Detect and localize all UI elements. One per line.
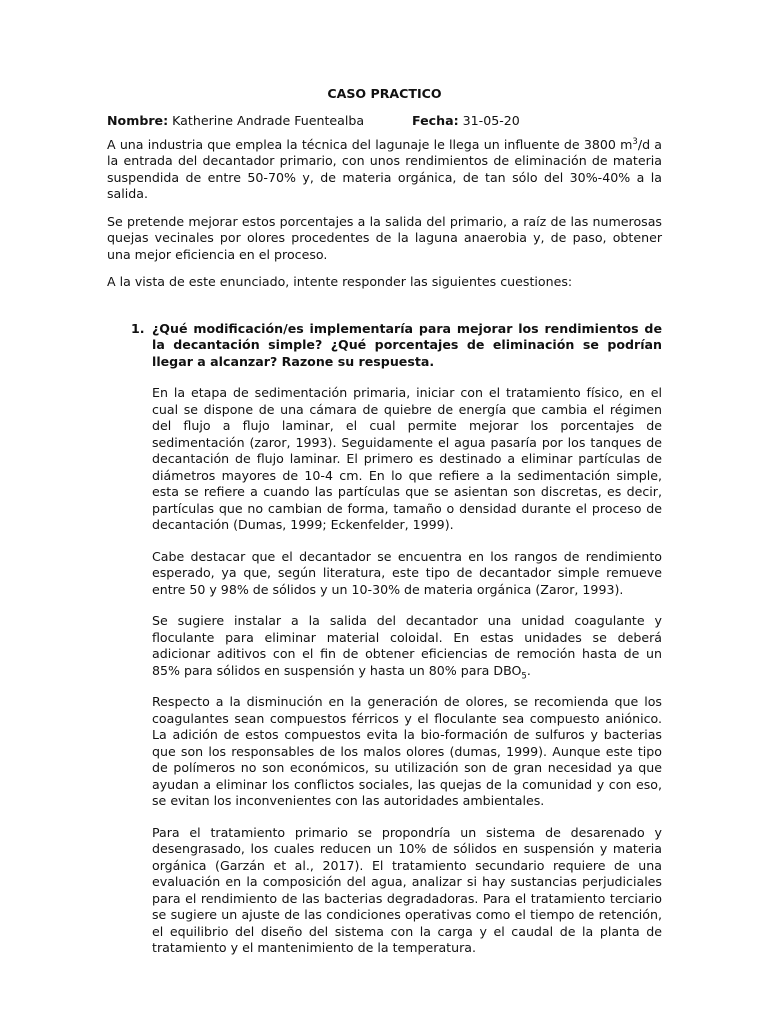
intro-paragraph-2: Se pretende mejorar estos porcentajes a la salida del primario, a raíz de las numerosas quejas vecinales por olores procedentes de la laguna anaerobia y, de paso, obtener una mejor eficiencia en el proceso. (107, 213, 662, 262)
intro-p1-start: A una industria que emplea la técnica del lagunaje le llega un influente de 3800 m (107, 136, 633, 152)
question-1 (107, 321, 662, 957)
answer-body (152, 385, 662, 957)
intro-paragraph-3: A la vista de este enunciado, intente responder las siguientes cuestiones: (107, 274, 573, 289)
dbo-subscript: 5 (521, 671, 527, 682)
date-value: 31-05-20 (462, 112, 520, 128)
date-label: Fecha: (412, 112, 459, 128)
answer-paragraph-4: Respecto a la disminución en la generación de olores, se recomienda que los coagulantes sean compuestos férricos y el floculante sea compuesto aniónico. La adición de estos compuestos evita la bio-formación de sulfuros y bacterias que son los responsables de los malos olores (dumas, 1999). Aunque este tipo de polímeros no son económicos, su utilización son de gran necesidad ya que ayudan a eliminar los conflictos sociales, las quejas de la comunidad y con eso, se evitan los inconvenientes con las autoridades ambientales. (152, 694, 662, 808)
answer-paragraph-1: En la etapa de sedimentación primaria, iniciar con el tratamiento físico, en el cual se dispone de una cámara de quiebre de energía que cambia el régimen del flujo a flujo laminar, el cual permite mejorar los porcentajes de sedimentación (zaror, 1993). Seguidamente el agua pasaría por los tanques de decantación de flujo laminar. El primero es destinado a eliminar partículas de diámetros mayores de 10-4 cm. En lo que refiere a la sedimentación simple, esta se refiere a cuando las partículas que se asientan son discretas, es decir, partículas que no cambian de forma, tamaño o densidad durante el proceso de decantación (Dumas, 1999; Eckenfelder, 1999). (152, 385, 662, 532)
name-value: Katherine Andrade Fuentealba (172, 112, 365, 128)
answer-paragraph-5: Para el tratamiento primario se propondría un sistema de desarenado y desengrasado, los cuales reducen un 10% de sólidos en suspensión y materia orgánica (Garzán et al., 2017). El tratamiento secundario requiere de una evaluación en la composición del agua, analizar si hay sustancias perjudiciales para el rendimiento de las bacterias degradadoras. Para el tratamiento terciario se sugiere un ajuste de las condiciones operativas como el tiempo de retención, el equilibrio del diseño del sistema con la carga y el caudal de la planta de tratamiento y el mantenimiento de la temperatura. (152, 824, 662, 955)
question-number: 1. (131, 320, 145, 336)
question-text: ¿Qué modificación/es implementaría para mejorar los rendimientos de la decantación simple? ¿Qué porcentajes de eliminación se podrían llegar a alcanzar? Razone su respuesta. (152, 320, 662, 369)
meta-row (107, 113, 662, 131)
unit-superscript: 3 (632, 136, 638, 147)
intro-p1-end: /d a la entrada del decantador primario, con unos rendimientos de eliminación de materia suspendida de entre 50-70% y, de materia orgánica, de tan sólo del 30%-40% a la salida. (107, 136, 662, 201)
name-label: Nombre: (107, 112, 169, 128)
date-field (412, 113, 520, 130)
answer-p3-end: . (526, 662, 531, 678)
answer-paragraph-2: Cabe destacar que el decantador se encuentra en los rangos de rendimiento esperado, ya que, según literatura, este tipo de decantador simple remueve entre 50 y 98% de sólidos y un 10-30% de materia orgánica (Zaror, 1993). (152, 548, 662, 597)
document-title: CASO PRACTICO (327, 86, 442, 101)
answer-paragraph-3 (152, 613, 662, 682)
author-field (107, 113, 364, 130)
intro-paragraph-1 (107, 137, 662, 203)
document-page (107, 86, 662, 972)
answer-p3-start: Se sugiere instalar a la salida del decantador una unidad coagulante y floculante para eliminar material coloidal. En estas unidades se deberá adicionar aditivos con el fin de obtener eficiencias de remoción hasta de un 85% para sólidos en suspensión y hasta un 80% para DBO (152, 613, 662, 678)
